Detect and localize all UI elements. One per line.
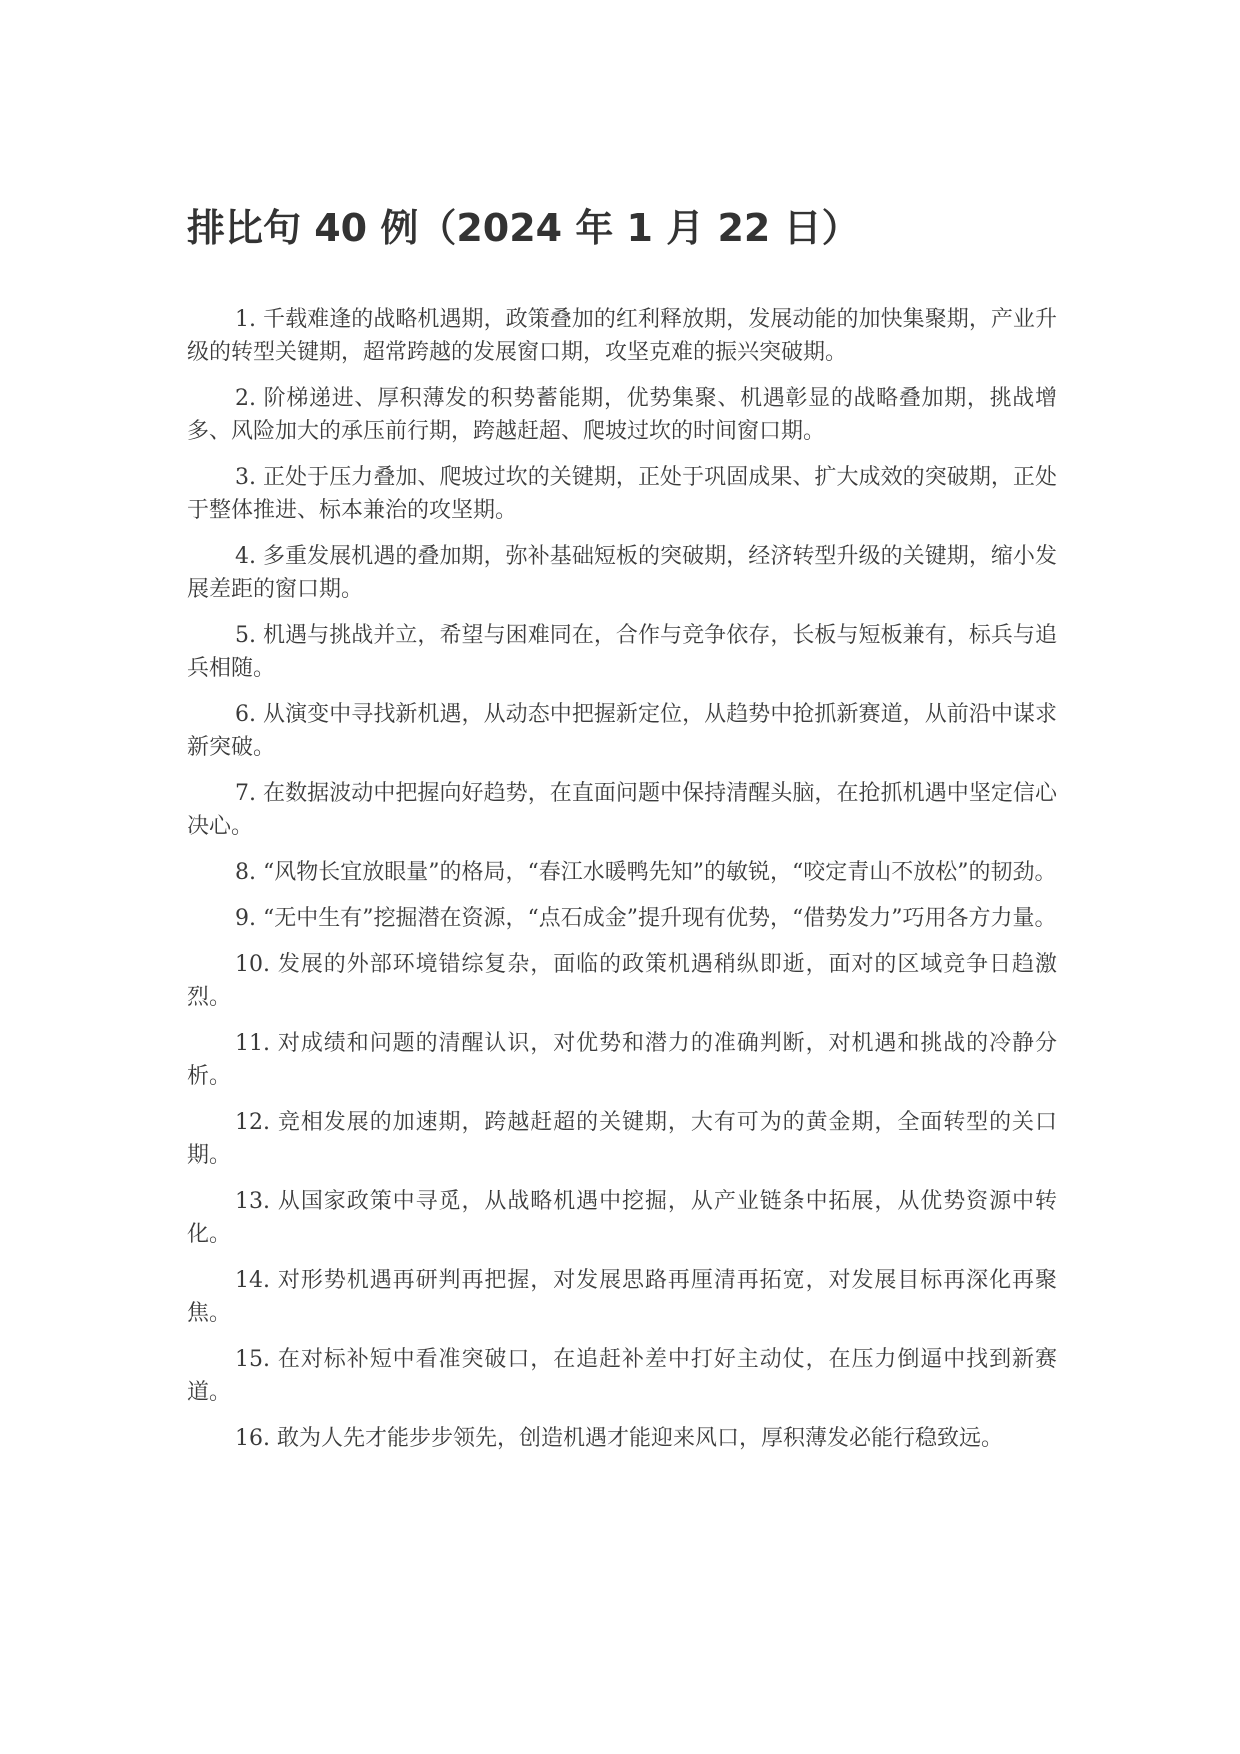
paragraph: 3. 正处于压力叠加、爬坡过坎的关键期，正处于巩固成果、扩大成效的突破期，正处于整体推进、标本兼治的攻坚期。 xyxy=(187,465,1057,523)
paragraph: 15. 在对标补短中看准突破口，在追赶补差中打好主动仗，在压力倒逼中找到新赛道。 xyxy=(187,1347,1057,1405)
paragraph: 8. “风物长宜放眼量”的格局，“春江水暖鸭先知”的敏锐，“咬定青山不放松”的韧劲。 xyxy=(235,860,1057,885)
paragraph: 9. “无中生有”挖掘潜在资源，“点石成金”提升现有优势，“借势发力”巧用各方力量。 xyxy=(235,906,1057,931)
paragraph: 1. 千载难逢的战略机遇期，政策叠加的红利释放期，发展动能的加快集聚期，产业升级的转型关键期，超常跨越的发展窗口期，攻坚克难的振兴突破期。 xyxy=(187,307,1057,365)
document-title: 排比句 40 例（2024 年 1 月 22 日） xyxy=(187,206,860,250)
paragraph: 6. 从演变中寻找新机遇，从动态中把握新定位，从趋势中抢抓新赛道，从前沿中谋求新突破。 xyxy=(187,702,1057,760)
paragraph: 7. 在数据波动中把握向好趋势，在直面问题中保持清醒头脑，在抢抓机遇中坚定信心决心。 xyxy=(187,781,1057,839)
paragraph: 14. 对形势机遇再研判再把握，对发展思路再厘清再拓宽，对发展目标再深化再聚焦。 xyxy=(187,1268,1057,1326)
paragraph: 4. 多重发展机遇的叠加期，弥补基础短板的突破期，经济转型升级的关键期，缩小发展差距的窗口期。 xyxy=(187,544,1057,602)
paragraph: 16. 敢为人先才能步步领先，创造机遇才能迎来风口，厚积薄发必能行稳致远。 xyxy=(235,1426,1003,1451)
paragraph: 10. 发展的外部环境错综复杂，面临的政策机遇稍纵即逝，面对的区域竞争日趋激烈。 xyxy=(187,952,1057,1010)
paragraph: 2. 阶梯递进、厚积薄发的积势蓄能期，优势集聚、机遇彰显的战略叠加期，挑战增多、风险加大的承压前行期，跨越赶超、爬坡过坎的时间窗口期。 xyxy=(187,386,1057,444)
paragraph: 5. 机遇与挑战并立，希望与困难同在，合作与竞争依存，长板与短板兼有，标兵与追兵相随。 xyxy=(187,623,1057,681)
paragraph: 11. 对成绩和问题的清醒认识，对优势和潜力的准确判断，对机遇和挑战的冷静分析。 xyxy=(187,1031,1057,1089)
paragraph: 12. 竞相发展的加速期，跨越赶超的关键期，大有可为的黄金期，全面转型的关口期。 xyxy=(187,1110,1057,1168)
document-body xyxy=(187,303,1057,1468)
paragraph: 13. 从国家政策中寻觅，从战略机遇中挖掘，从产业链条中拓展，从优势资源中转化。 xyxy=(187,1189,1057,1247)
